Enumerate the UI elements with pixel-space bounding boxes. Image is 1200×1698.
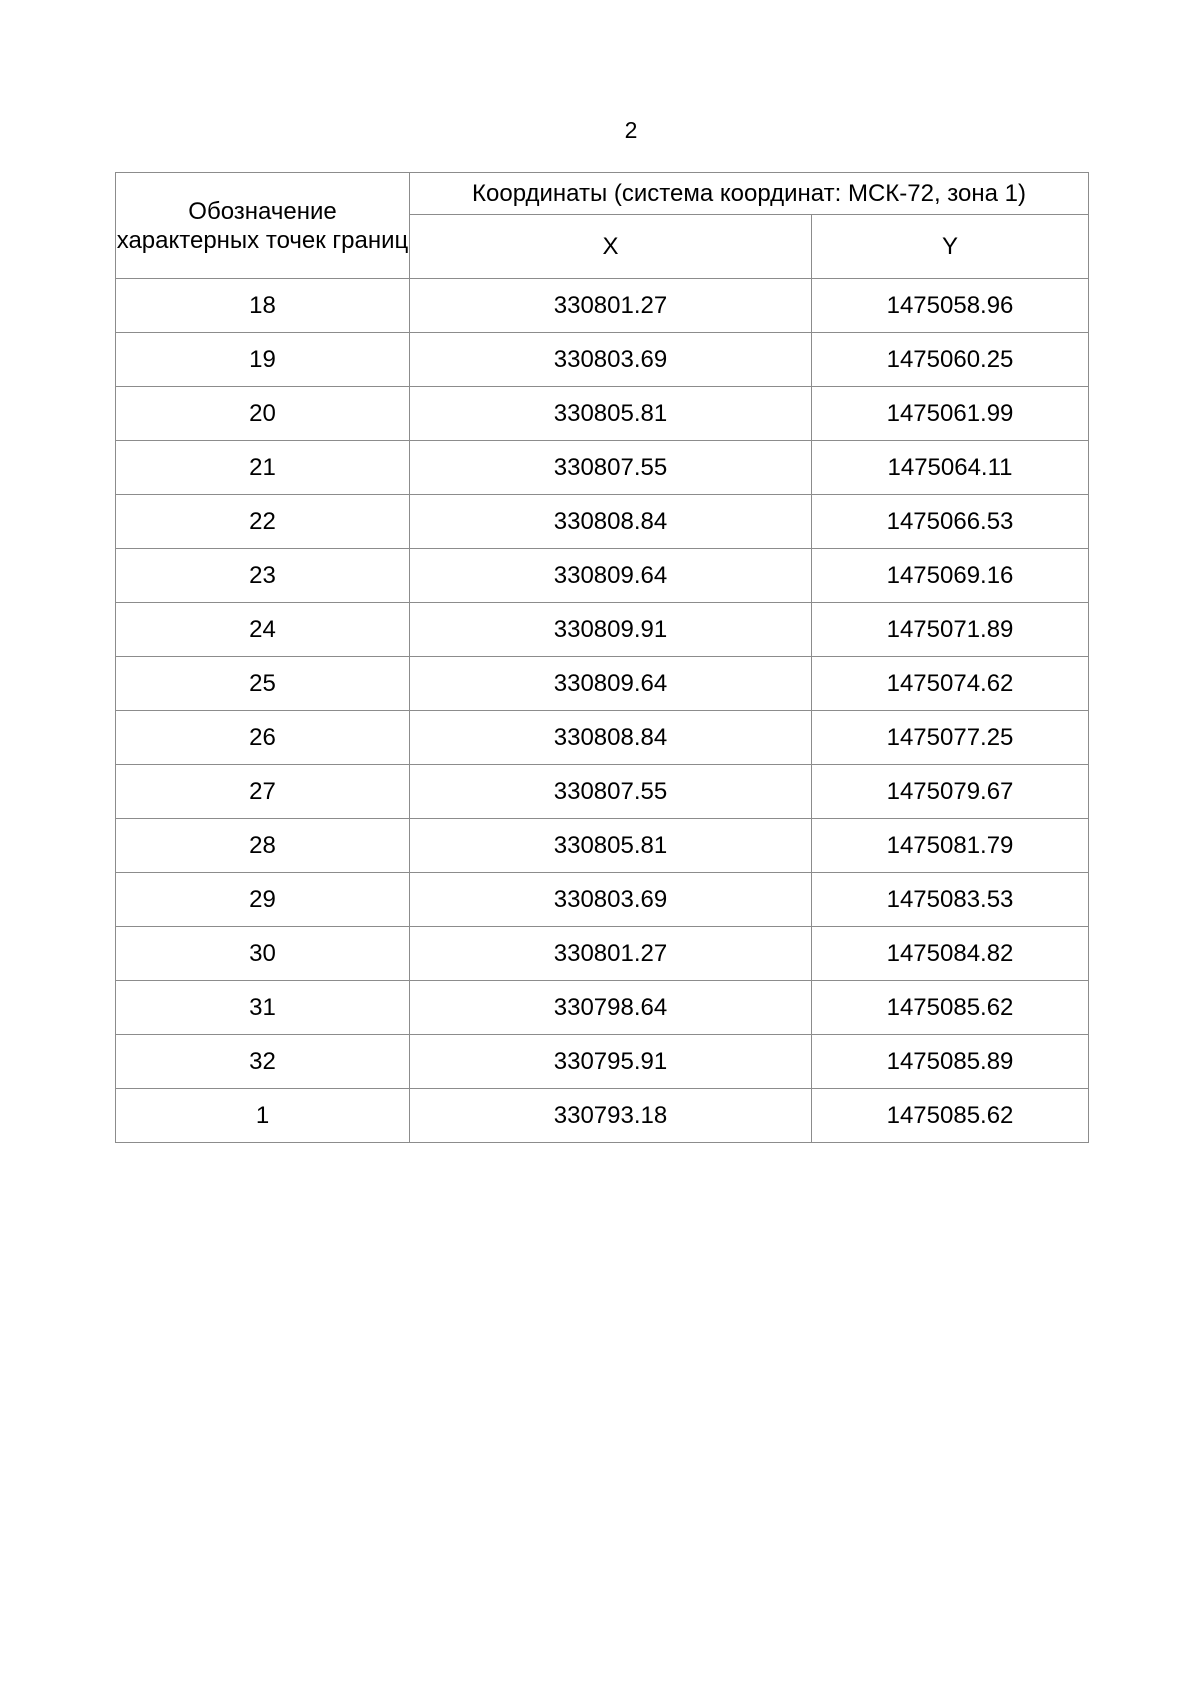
cell-point: 32 bbox=[116, 1035, 410, 1089]
table-header bbox=[116, 173, 1089, 279]
cell-point: 29 bbox=[116, 873, 410, 927]
page-number: 2 bbox=[624, 117, 638, 143]
cell-y: 1475081.79 bbox=[812, 819, 1089, 873]
cell-point: 23 bbox=[116, 549, 410, 603]
cell-point: 22 bbox=[116, 495, 410, 549]
header-coordinate-system: Координаты (система координат: МСК-72, зона 1) bbox=[410, 173, 1089, 215]
table-row bbox=[116, 495, 1089, 549]
cell-x: 330803.69 bbox=[410, 873, 812, 927]
table-body bbox=[116, 279, 1089, 1143]
table-row bbox=[116, 333, 1089, 387]
cell-x: 330798.64 bbox=[410, 981, 812, 1035]
cell-point: 18 bbox=[116, 279, 410, 333]
cell-y: 1475069.16 bbox=[812, 549, 1089, 603]
header-x: X bbox=[410, 215, 812, 279]
table-row bbox=[116, 441, 1089, 495]
cell-y: 1475074.62 bbox=[812, 657, 1089, 711]
cell-x: 330793.18 bbox=[410, 1089, 812, 1143]
cell-x: 330803.69 bbox=[410, 333, 812, 387]
cell-y: 1475085.62 bbox=[812, 981, 1089, 1035]
cell-point: 30 bbox=[116, 927, 410, 981]
cell-point: 19 bbox=[116, 333, 410, 387]
cell-point: 1 bbox=[116, 1089, 410, 1143]
cell-point: 24 bbox=[116, 603, 410, 657]
cell-x: 330795.91 bbox=[410, 1035, 812, 1089]
cell-y: 1475061.99 bbox=[812, 387, 1089, 441]
cell-x: 330808.84 bbox=[410, 495, 812, 549]
table-row bbox=[116, 549, 1089, 603]
cell-point: 26 bbox=[116, 711, 410, 765]
table-row bbox=[116, 711, 1089, 765]
table-row bbox=[116, 603, 1089, 657]
cell-y: 1475084.82 bbox=[812, 927, 1089, 981]
table-row bbox=[116, 765, 1089, 819]
cell-y: 1475085.62 bbox=[812, 1089, 1089, 1143]
cell-y: 1475064.11 bbox=[812, 441, 1089, 495]
cell-point: 31 bbox=[116, 981, 410, 1035]
cell-x: 330801.27 bbox=[410, 927, 812, 981]
cell-y: 1475077.25 bbox=[812, 711, 1089, 765]
table-row bbox=[116, 1089, 1089, 1143]
cell-point: 20 bbox=[116, 387, 410, 441]
table-row bbox=[116, 873, 1089, 927]
table-row bbox=[116, 927, 1089, 981]
cell-x: 330809.64 bbox=[410, 549, 812, 603]
coordinates-table bbox=[115, 172, 1089, 1143]
table-row bbox=[116, 819, 1089, 873]
table-row bbox=[116, 279, 1089, 333]
cell-y: 1475058.96 bbox=[812, 279, 1089, 333]
table-row bbox=[116, 657, 1089, 711]
cell-point: 28 bbox=[116, 819, 410, 873]
cell-y: 1475066.53 bbox=[812, 495, 1089, 549]
cell-x: 330809.64 bbox=[410, 657, 812, 711]
cell-x: 330808.84 bbox=[410, 711, 812, 765]
cell-x: 330801.27 bbox=[410, 279, 812, 333]
cell-x: 330805.81 bbox=[410, 819, 812, 873]
cell-x: 330809.91 bbox=[410, 603, 812, 657]
cell-x: 330807.55 bbox=[410, 441, 812, 495]
cell-x: 330807.55 bbox=[410, 765, 812, 819]
cell-point: 21 bbox=[116, 441, 410, 495]
header-y: Y bbox=[812, 215, 1089, 279]
cell-x: 330805.81 bbox=[410, 387, 812, 441]
cell-point: 27 bbox=[116, 765, 410, 819]
cell-point: 25 bbox=[116, 657, 410, 711]
cell-y: 1475085.89 bbox=[812, 1035, 1089, 1089]
cell-y: 1475079.67 bbox=[812, 765, 1089, 819]
header-point-designation: Обозначение характерных точек границ bbox=[116, 173, 410, 279]
cell-y: 1475083.53 bbox=[812, 873, 1089, 927]
table-row bbox=[116, 981, 1089, 1035]
cell-y: 1475071.89 bbox=[812, 603, 1089, 657]
cell-y: 1475060.25 bbox=[812, 333, 1089, 387]
table-row bbox=[116, 387, 1089, 441]
table-row bbox=[116, 1035, 1089, 1089]
